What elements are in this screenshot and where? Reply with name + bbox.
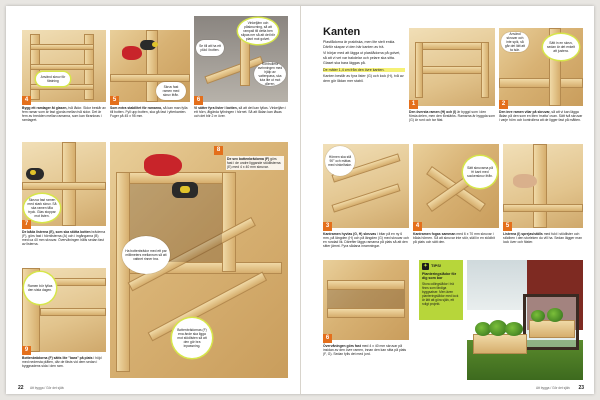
caption-step-r6: Övervåningen görs fast med 4 x 40 mm skruvar på insidan av den övre ramen, innan den kan sitta på plats (F, G). Sedan fylls det med jord. [323,344,407,357]
photo-step-r5 [503,144,583,228]
page-number-left: 22 [18,385,24,391]
photo-step-7 [22,142,106,226]
annotation-bubble: Hörnen ska stå 90° och mätas med vinkelhake. [325,146,355,176]
photo-finished-greenhouse [467,260,583,380]
caption-step-9: Bottenbrädorna (F) sätts lite "bara" på plats i höjd med nedersta plåten, där de fästs vid dem sedan i byggnadens sida i den ram. [22,356,102,369]
step-number-9: 9 [22,346,31,355]
step-number-r4: 4 [413,222,422,231]
step-number-r2: 2 [499,100,508,109]
photo-step-5 [110,30,190,102]
caption-step-r2: Den inre ramen vilar på skruvar, så att vi kan lägga lådan på den som en liten 'matta' ovan. Sätt två skruvar i varje hörn och kontrollera att de ligger fast på måtten. [499,110,583,123]
step-number-4: 4 [22,96,31,105]
photo-step-r3 [323,144,409,228]
caption-step-r3: Kantramen hyvlas (G, H) skruvas i bitar på en ny 6 mm, på längden (H) och på längden (G) med skruvar och en rundad lik. Därefter läggs ramarna på plats så att den sitter jämnt. Fyra sådana inramningar. [323,232,409,249]
step-number-r6: 6 [323,334,332,343]
caption-step-6: Vi sätter fyra lister i botten, så att det kan fyllas. Vinkeljärn i ett hörn, åtgärda fyllningen i hörnet. Så att lådan kan låsas och det blir 2 m över. [194,106,287,119]
page-number-right: 23 [578,385,584,391]
annotation-bubble: Skruv fast ramen med skruv ifrån. [156,82,186,100]
photo-step-r6 [323,260,409,340]
annotation-bubble: Skruva fast ramen med stark skruv. Så ska ramen tåla tryck. Glas stoppar mot listen. [24,194,60,222]
photo-step-8 [110,142,288,378]
annotation-bubble: Ha bottenbrädor med ett par millimeters mellanrum så att vattnet rinner bra. [122,236,170,274]
caption-step-7: De båda listerna (E), som ska stötta botten bräderna (F), görs fast i hörnlisterna (A) och i ingångarna (B) med ca 40 mm skruvar. Övervåningen hålls sedan fast av listerna. [22,230,106,247]
page-footer-right: Att bygga / Gör det själv [535,386,570,390]
photo-step-9 [22,268,106,352]
annotation-bubble: Vinkeljärn och påskruvning, så att rampall till detta ben slipas ner så att det blir plant mot golvet. [238,18,278,44]
page-title: Kanten [323,26,361,38]
right-page [300,6,594,394]
photo-step-r1 [409,28,495,106]
annotation-bubble: Bottenbrädornas (F) ena ände ska ligga mot stödlisten så att den gör bra inpassning. [172,318,212,358]
step-number-r5: 5 [503,222,512,231]
step-number-r3: 3 [323,222,332,231]
caption-step-r5: Listerna (I) sprejas/ställs med fukt i stödlister och stödben i den storleken du vill ha. Sedan lägger man lock över och fäster. [503,232,582,245]
magazine-spread [6,6,594,394]
photo-step-6 [194,16,288,102]
step-number-r1: 1 [409,100,418,109]
annotation-bubble: Ramen bör fyllas den sista dagen. [24,272,56,304]
left-page [6,6,300,394]
tip-body: Stora odlingslådor i trä finns som färdiga byggsatser. Men även planteringslådor med lock är lätt att göra själv, ett roligt projekt. [422,282,459,306]
caption-step-r1: Den översta ramen (H) och (I) är byggd som i den första delen, men den förstärks. Ramarna är byggda som (G) är runt och tar fäst. [409,110,495,123]
caption-step-4: Bygg ett ramlager åt glasen, två lådor. Sidor består av fem ramar som är fast gjorda mellan två sidor. Det är fem av bredden mellan ramarna, som kan förankras i ramlagret. [22,106,106,123]
annotation-bubble: Sätt in en skruv, sedan är det enkelt att justera. [543,34,579,60]
tip-box: ✦ TIPS! Planteringslådor för dig som bor Stora odlingslådor i trä finns som färdiga byggsatser. Men även planteringslådor med lock är lätt att göra själv, ett roligt projekt. [419,260,463,320]
lightbulb-icon: ✦ [423,263,428,269]
step-number-7: 7 [22,220,31,229]
step-number-6: 6 [194,96,203,105]
annotation-bubble: Sätt skruvarna på fri kant med sockerskruv ifrån. [463,156,497,188]
step-number-5: 5 [110,96,119,105]
photo-step-4 [22,30,106,102]
intro-text: Plastlådorna är praktiska, men lite stelt enkla. Därför skapar vi den här kanten av trä. Vi börjar med att lägga ut plastlådorna på golvet, så att vi vet var bakdelar och pelare ska sitta. Glaset ska bara läggas på. De mäter 1,4 cm från den övre kanten. Kanten består av fyra lister (G) och lock (H), två av dem gör lådan mer stabil. [323,40,404,83]
annotation-bubble: Se till att ha ett pläd i botten. [196,40,224,56]
caption-step-r4: Kantramen fogas samman med 6 x 70 mm skruvar i båda hörnen. Så att skruvar inte stör, ställ in en stödbit på plats och sätt den. [413,232,495,245]
annotation-bubble: Kontrollera avrinningen med hjälp av vattenpass, ska luta lite ut mot dörren. [254,62,286,86]
caption-step-8: De sex bottenbrädorna (F) görs fast i de undre liggande stödlisterna (E) med 4 x 40 mm skruvar. [226,156,284,170]
photo-step-r2 [499,28,583,106]
annotation-bubble: Använd skruv för fästning [36,72,70,86]
tip-heading: Planteringslådor för dig som bor [422,272,457,280]
caption-step-5: Som extra stabilitet för ramarna, så kan man fylla till botten. Fyll upp botten, ska gå fast i ytterkanten. Fuger på 45 x 95 mm. [110,106,188,119]
intro-highlight: De mäter 1,4 cm från den övre kanten. [323,68,405,73]
annotation-bubble: Använd skruvar och inte spik, så går det lätt att ta isär. [501,32,529,52]
page-footer-left: Att bygga / Gör det själv [30,386,65,390]
photo-step-r4 [413,144,499,228]
step-number-8: 8 [214,146,223,155]
